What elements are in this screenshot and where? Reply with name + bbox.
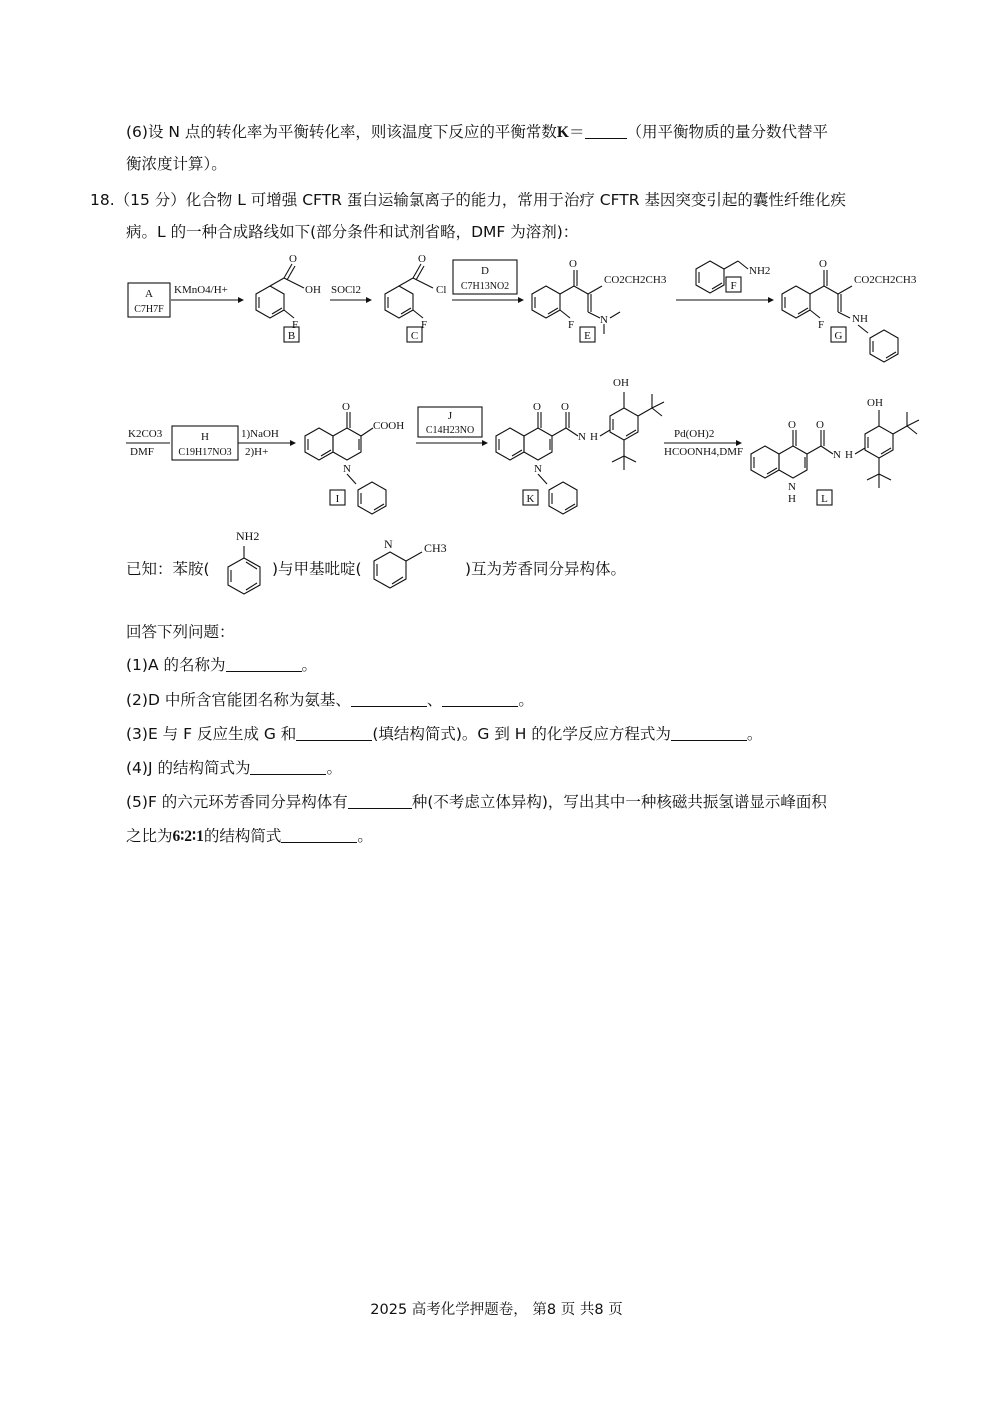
label-e: E — [584, 330, 591, 342]
label-k: K — [526, 493, 535, 505]
i-cooh: COOH — [373, 420, 405, 432]
q6-line1 — [126, 122, 828, 143]
k-oh: OH — [613, 377, 629, 389]
g-o: O — [819, 258, 827, 270]
label-b: B — [287, 330, 296, 342]
g-nh: NH — [852, 313, 868, 325]
known-middle: )与甲基吡啶( — [272, 560, 362, 578]
q2-end: 。 — [518, 691, 534, 709]
label-l: L — [821, 493, 828, 505]
k-n: N — [534, 463, 542, 475]
label-a: A — [145, 288, 153, 300]
arrow-6-head — [482, 440, 488, 446]
q4-text: (4)J 的结构简式为 — [126, 759, 251, 777]
q1-blank[interactable] — [226, 655, 302, 672]
b-o: O — [289, 253, 297, 265]
g-f: F — [818, 319, 825, 331]
molecule-e — [532, 258, 667, 334]
q1 — [126, 655, 317, 675]
k-h: H — [590, 431, 598, 443]
c-cl: Cl — [436, 284, 447, 296]
molecule-b — [256, 253, 321, 331]
l-h: H — [788, 493, 796, 505]
label-d: D — [481, 265, 489, 277]
q2-text: (2)D 中所含官能团名称为氨基、 — [126, 691, 351, 709]
reagent-1: KMnO4/H+ — [174, 284, 228, 296]
q6-text: (6)设 N 点的转化率为平衡转化率，则该温度下反应的平衡常数 — [126, 123, 557, 141]
k-symbol: K — [556, 124, 569, 141]
methylpyridine-structure — [362, 534, 462, 604]
q5-line1 — [126, 792, 827, 812]
q1-text: (1)A 的名称为 — [126, 656, 226, 674]
q6-answer-blank[interactable] — [585, 122, 627, 139]
label-g: G — [834, 330, 843, 342]
b-oh: OH — [305, 284, 321, 296]
reagent-pdoh2: Pd(OH)2 — [674, 428, 715, 440]
formula-h: C19H17NO3 — [178, 447, 232, 458]
i-o: O — [342, 401, 350, 413]
molecule-i — [305, 401, 404, 514]
formula-d: C7H13NO2 — [460, 281, 510, 292]
formula-a: C7H7F — [134, 304, 164, 315]
reagent-hplus: 2)H+ — [245, 446, 269, 458]
reagent-k2co3: K2CO3 — [128, 428, 163, 440]
q5-line2 — [126, 826, 373, 847]
l-o1: O — [788, 419, 796, 431]
molecule-c — [385, 253, 446, 331]
b-f: F — [292, 319, 299, 331]
q2-blank-1[interactable] — [351, 690, 427, 707]
arrow-4-head — [768, 297, 774, 303]
c-f: F — [421, 319, 428, 331]
q6-line2: 衡浓度计算）。 — [126, 155, 227, 173]
reagent-2: SOCl2 — [331, 284, 361, 296]
k-nh: N — [578, 431, 586, 443]
q18-line1: 18.（15 分）化合物 L 可增强 CFTR 蛋白运输氯离子的能力，常用于治疗 CFTR 基因突变引起的囊性纤维化疾 — [90, 191, 846, 209]
e-ester: CO2CH2CH3 — [604, 274, 667, 286]
e-o: O — [569, 258, 577, 270]
reagent-dmf: DMF — [130, 446, 154, 458]
label-h: H — [201, 431, 209, 443]
c-o: O — [418, 253, 426, 265]
l-amide-n: N — [833, 449, 841, 461]
aniline-structure — [214, 524, 274, 604]
q5-line2-text: 之比为 — [126, 827, 173, 845]
q4-end: 。 — [326, 759, 342, 777]
molecule-g — [782, 258, 917, 362]
arrow-1-head — [238, 297, 244, 303]
q3-blank-2[interactable] — [671, 724, 747, 741]
known-suffix: )互为芳香同分异构体。 — [465, 560, 627, 578]
q5-line2-after: 的结构简式 — [203, 827, 282, 845]
formula-j: C14H23NO — [425, 425, 475, 436]
molecule-l — [751, 397, 919, 505]
q5-blank-2[interactable] — [281, 826, 357, 843]
l-o2: O — [816, 419, 824, 431]
answer-prompt: 回答下列问题： — [126, 623, 235, 641]
label-i: I — [335, 493, 340, 505]
q5-blank-1[interactable] — [348, 792, 412, 809]
q5-end: 。 — [357, 827, 373, 845]
q4 — [126, 758, 342, 778]
arrow-5-head — [290, 440, 296, 446]
k-o1: O — [533, 401, 541, 413]
aniline-nh2: NH2 — [236, 529, 260, 543]
q2-blank-2[interactable] — [442, 690, 518, 707]
reagent-naoh: 1)NaOH — [241, 428, 279, 440]
arrow-2-head — [366, 297, 372, 303]
arrow-3-head — [518, 297, 524, 303]
label-c: C — [410, 330, 419, 342]
q5-text: (5)F 的六元环芳香同分异构体有 — [126, 793, 348, 811]
l-oh: OH — [867, 397, 883, 409]
e-f: F — [568, 319, 575, 331]
l-n: N — [788, 481, 796, 493]
q5-ratio: 6∶2∶1 — [172, 828, 204, 845]
label-f: F — [730, 280, 737, 292]
q1-end: 。 — [301, 656, 318, 674]
q3-blank-1[interactable] — [296, 724, 372, 741]
q3-end: 。 — [746, 725, 763, 743]
molecule-k — [496, 377, 664, 514]
reagent-hcoonh4: HCOONH4,DMF — [664, 446, 744, 458]
i-n: N — [343, 463, 351, 475]
known-prefix: 已知：苯胺( — [126, 560, 210, 578]
pyridine-ch3: CH3 — [424, 541, 447, 555]
label-j: J — [447, 410, 453, 422]
q18-line2: 病。L 的一种合成路线如下(部分条件和试剂省略，DMF 为溶剂)： — [126, 223, 579, 241]
pyridine-n: N — [384, 537, 393, 551]
row1 — [128, 253, 917, 362]
q5-after: 种(不考虑立体异构)，写出其中一种核磁共振氢谱显示峰面积 — [411, 793, 827, 811]
q2-sep: 、 — [426, 691, 443, 709]
k-o2: O — [561, 401, 569, 413]
q6-text-after: （用平衡物质的量分数代替平 — [626, 123, 829, 141]
g-ester: CO2CH2CH3 — [854, 274, 917, 286]
e-n: N — [600, 314, 608, 326]
f-nh2: NH2 — [749, 265, 771, 277]
q3-text: (3)E 与 F 反应生成 G 和 — [126, 725, 297, 743]
l-amide-h: H — [845, 449, 853, 461]
q3 — [126, 724, 762, 744]
row2 — [126, 377, 919, 514]
q3-middle: (填结构简式)。G 到 H 的化学反应方程式为 — [372, 725, 671, 743]
q4-blank[interactable] — [250, 758, 326, 775]
page-footer: 2025 高考化学押题卷， 第8 页 共8 页 — [370, 1302, 623, 1318]
equals-sign: ＝ — [568, 123, 585, 141]
synthesis-scheme — [0, 250, 993, 540]
q2 — [126, 690, 534, 710]
